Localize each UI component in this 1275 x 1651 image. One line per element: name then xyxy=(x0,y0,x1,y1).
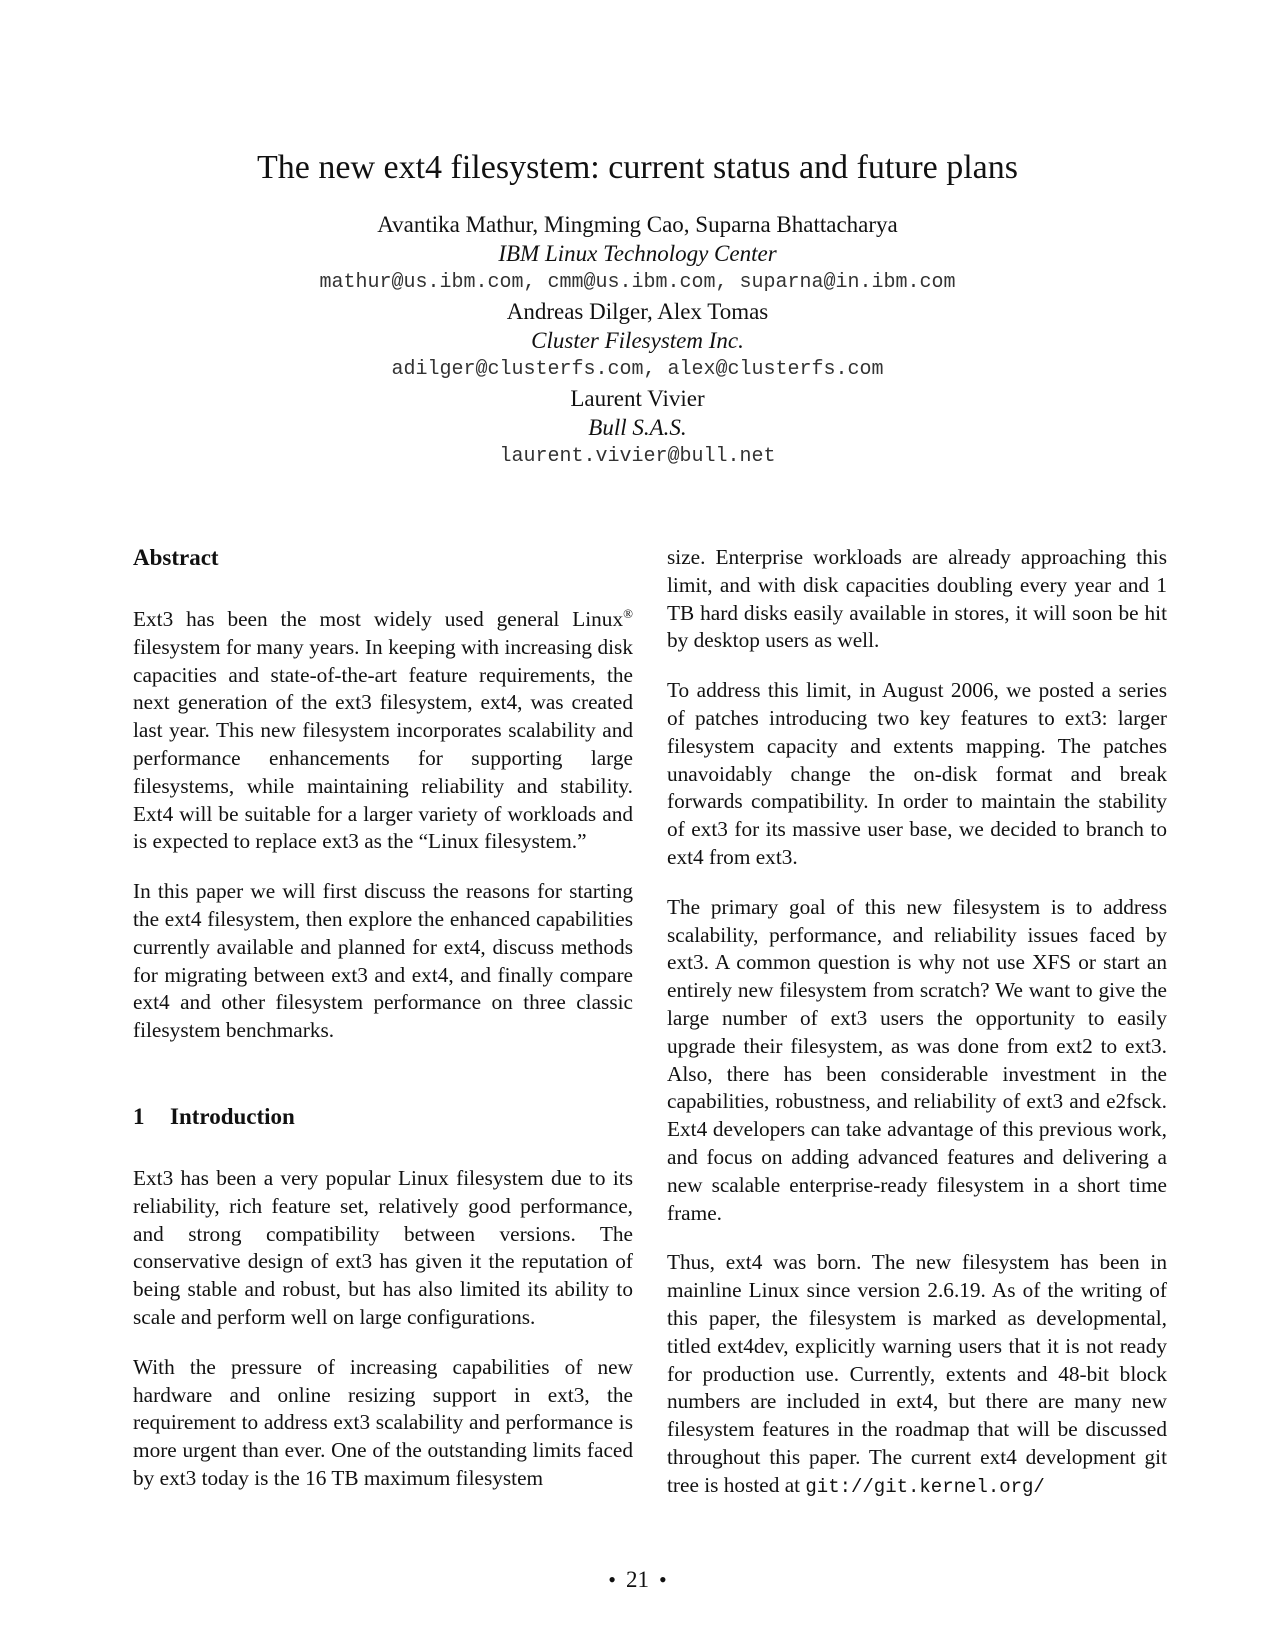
author-names: Andreas Dilger, Alex Tomas xyxy=(506,299,769,324)
author-emails: mathur@us.ibm.com, cmm@us.ibm.com, suparna@in.ibm.com xyxy=(319,271,956,294)
intro-paragraph-3: To address this limit, in August 2006, we posted a series of patches introducing two key features to ext3: larger filesystem capacity and extents mapping. The patches unavoidably change the on-disk format and break forwards compatibility. In order to maintain the stability of ext3 for its massive user base, we decided to branch to ext4 from ext3. xyxy=(667,678,1167,869)
git-url[interactable]: git://git.kernel.org/ xyxy=(805,1475,1045,1498)
bullet-icon: • xyxy=(659,1567,667,1592)
intro-paragraph-2: With the pressure of increasing capabilities of new hardware and online resizing support in ext3, the requirement to address ext3 scalability and performance is more urgent than ever. One of the outstanding limits faced by ext3 today is the 16 TB maximum filesystem xyxy=(133,1354,633,1490)
section-number: 1 xyxy=(133,1103,145,1129)
author-names: Laurent Vivier xyxy=(570,386,705,411)
author-affiliation: Cluster Filesystem Inc. xyxy=(531,328,744,353)
abstract-text: Ext3 has been the most widely used general Linux xyxy=(133,607,624,631)
author-emails: laurent.vivier@bull.net xyxy=(499,445,776,468)
author-group-clusterfs xyxy=(0,297,1275,384)
left-column xyxy=(133,544,633,1515)
intro-paragraph-4: The primary goal of this new filesystem is to address scalability, performance, and reliability issues faced by ext3. A common question is why not use XFS or start an entirely new filesystem from scratch? We want to give the large number of ext3 users the opportunity to easily upgrade their filesystem, as was done from ext2 to ext3. Also, there has been considerable investment in the capabilities, robustness, and reliability of ext3 and e2fsck. Ext4 developers can take advantage of this previous work, and focus on adding advanced features and delivering a new scalable enterprise-ready filesystem in a short time frame. xyxy=(667,894,1167,1225)
paper-title: The new ext4 filesystem: current status and future plans xyxy=(257,149,1018,186)
author-names: Avantika Mathur, Mingming Cao, Suparna Bhattacharya xyxy=(377,212,898,237)
intro-paragraph-1: Ext3 has been a very popular Linux filesystem due to its reliability, rich feature set, relatively good performance, and strong compatibility between versions. The conservative design of ext3 has given it the reputation of being stable and robust, but has also limited its ability to scale and perform well on large configurations. xyxy=(133,1165,633,1329)
abstract-paragraph-2: In this paper we will first discuss the reasons for starting the ext4 filesystem, then explore the enhanced capabilities currently available and planned for ext4, discuss methods for migrating between ext3 and ext4, and finally compare ext4 and other filesystem performance on three classic filesystem benchmarks. xyxy=(133,879,633,1043)
abstract-heading: Abstract xyxy=(133,545,219,570)
right-column xyxy=(667,544,1167,1524)
intro-paragraph-2-continued: size. Enterprise workloads are already approaching this limit, and with disk capacities doubling every year and 1 TB hard disks easily available in stores, it will soon be hit by desktop users as well. xyxy=(667,545,1167,653)
author-group-ibm xyxy=(0,210,1275,297)
abstract-paragraph-1 xyxy=(133,606,633,856)
bullet-icon: • xyxy=(608,1567,616,1592)
author-emails: adilger@clusterfs.com, alex@clusterfs.com xyxy=(391,358,884,381)
page-number: 21 xyxy=(626,1567,649,1592)
author-affiliation: Bull S.A.S. xyxy=(588,415,687,440)
paper-header xyxy=(0,148,1275,471)
page-footer xyxy=(0,1566,1275,1594)
registered-mark: ® xyxy=(623,605,633,621)
section-title: Introduction xyxy=(170,1103,295,1129)
section-spacer xyxy=(133,1067,633,1103)
author-group-bull xyxy=(0,384,1275,471)
paragraph-text: Thus, ext4 was born. The new filesystem has been in mainline Linux since version 2.6.19. As of the writing of this paper, the filesystem is marked as developmental, titled ext4dev, explicitly warning users that it is not ready for production use. Currently, extents and 48-bit block numbers are included in ext4, but there are many new filesystem features in the roadmap that will be discussed throughout this paper. The current ext4 development git tree is hosted at xyxy=(667,1250,1167,1497)
intro-paragraph-5 xyxy=(667,1249,1167,1501)
introduction-heading xyxy=(133,1103,633,1131)
author-affiliation: IBM Linux Technology Center xyxy=(498,241,777,266)
abstract-text: filesystem for many years. In keeping with increasing disk capacities and state-of-the-art feature requirements, the next generation of the ext3 filesystem, ext4, was created last year. This new filesystem incorporates scalability and performance enhancements for supporting large filesystems, while maintaining reliability and stability. Ext4 will be suitable for a larger variety of workloads and is expected to replace ext3 as the “Linux filesystem.” xyxy=(133,634,633,854)
